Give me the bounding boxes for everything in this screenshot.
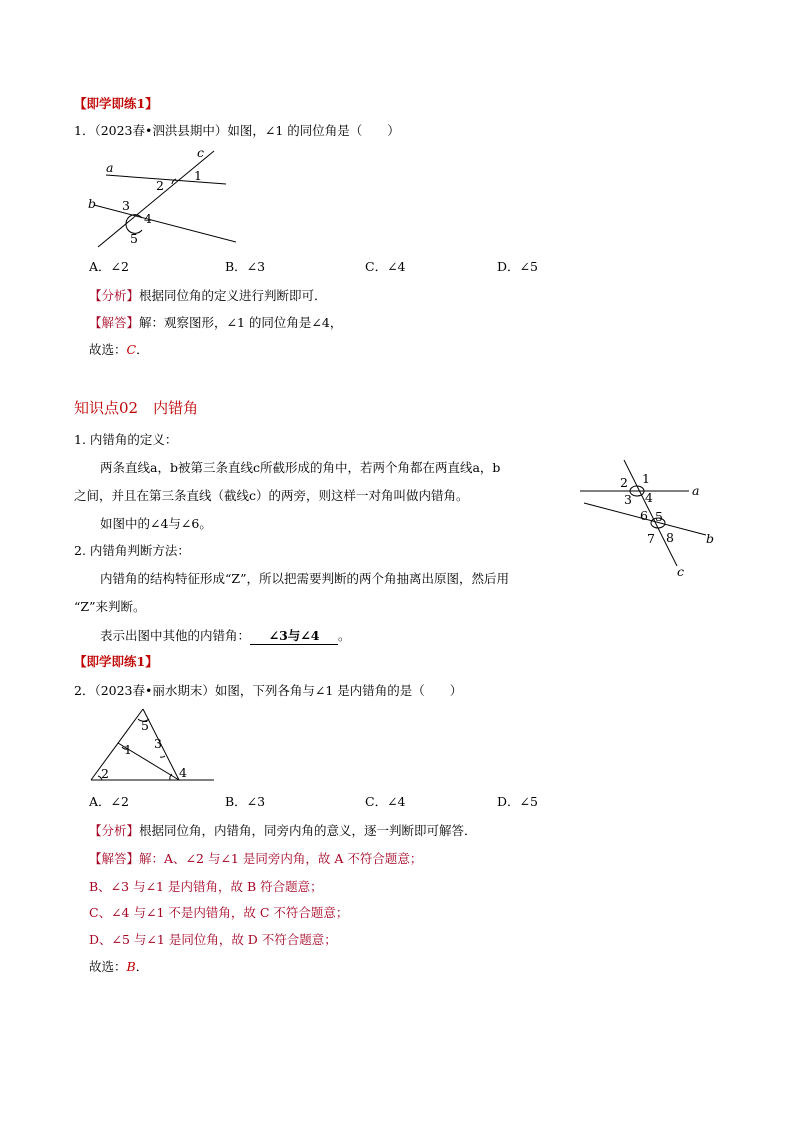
angle-4-label: 4 xyxy=(144,211,152,226)
choice-value: B xyxy=(126,959,136,974)
choice-suffix: ． xyxy=(136,342,149,357)
question-1-figure xyxy=(86,146,236,252)
line-c-label: c xyxy=(677,564,685,579)
q1-option-b[interactable]: B．∠3 xyxy=(225,259,266,274)
line-b-label: b xyxy=(706,531,715,546)
q1-analysis xyxy=(89,288,327,304)
answer-line-4: D、∠5 与∠1 是同位角，故 D 不符合题意； xyxy=(89,932,337,947)
method-line-2: “Z”来判断。 xyxy=(74,599,146,614)
section-title: 知识点02 内错角 xyxy=(74,399,199,417)
answer-text: 解：观察图形，∠1 的同位角是∠4， xyxy=(139,315,343,330)
q2-choice xyxy=(89,959,148,975)
method-line-3 xyxy=(100,628,351,645)
q2-option-a[interactable]: A．∠2 xyxy=(89,794,129,809)
practice-heading-text: 【即学即练1】 xyxy=(74,96,158,111)
angle-5-label: 5 xyxy=(655,509,663,524)
practice-heading-text: 【即学即练1】 xyxy=(74,654,158,669)
method-line-3-prefix: 表示出图中其他的内错角： xyxy=(100,628,251,643)
angle-5-label: 5 xyxy=(130,231,138,246)
definition-line-1: 两条直线a，b被第三条直线c所截形成的角中，若两个角都在两直线a，b xyxy=(100,460,501,475)
angle-4-label: 4 xyxy=(645,490,653,505)
line-c-label: c xyxy=(197,146,205,160)
choice-suffix: ． xyxy=(135,959,149,974)
definition-line-3: 如图中的∠4与∠6。 xyxy=(100,516,212,531)
q1-choice xyxy=(89,342,149,358)
angle-5-label: 5 xyxy=(141,718,149,733)
question-2-figure xyxy=(86,703,216,785)
analysis-text: 根据同位角的定义进行判断即可． xyxy=(139,288,327,303)
analysis-tag: 【分析】 xyxy=(89,823,140,838)
angle-2-label: 2 xyxy=(101,766,109,781)
answer-line-2: B、∠3 与∠1 是内错角，故 B 符合题意； xyxy=(89,879,323,894)
line-a-label: a xyxy=(106,160,114,175)
answer-tag: 【解答】 xyxy=(89,315,140,330)
line-b-label: b xyxy=(88,196,97,211)
q1-option-d[interactable]: D．∠5 xyxy=(497,259,538,274)
angle-7-label: 7 xyxy=(647,531,655,546)
choice-value: C xyxy=(126,342,137,357)
practice-heading xyxy=(74,654,158,670)
analysis-text: 根据同位角，内错角，同旁内角的意义，逐一判断即可解答． xyxy=(139,823,477,838)
angle-2-label: 2 xyxy=(156,178,164,193)
method-line-3-suffix: 。 xyxy=(338,628,351,643)
question-2-stem: 2．（2023春•丽水期末）如图，下列各角与∠1 是内错角的是（ ） xyxy=(74,683,463,698)
line-a-label: a xyxy=(692,483,700,498)
q2-option-d[interactable]: D．∠5 xyxy=(497,794,538,809)
analysis-tag: 【分析】 xyxy=(89,288,140,303)
method-line-1: 内错角的结构特征形成“Z”，所以把需要判断的两个角抽离出原图，然后用 xyxy=(100,571,509,586)
q1-option-a[interactable]: A．∠2 xyxy=(89,259,129,274)
angle-6-label: 6 xyxy=(640,508,648,523)
fill-in-answer: ∠3与∠4 xyxy=(250,628,338,645)
angle-1-label: 1 xyxy=(642,471,650,486)
angle-1-label: 1 xyxy=(124,742,132,757)
answer-line-1: 解：A、∠2 与∠1 是同旁内角，故 A 不符合题意； xyxy=(139,851,423,866)
q1-option-c[interactable]: C．∠4 xyxy=(365,259,406,274)
angle-3-label: 3 xyxy=(122,198,130,213)
q2-answer xyxy=(89,851,422,867)
definition-line-2: 之间，并且在第三条直线（截线c）的两旁，则这样一对角叫做内错角。 xyxy=(74,488,469,503)
angle-1-label: 1 xyxy=(194,168,202,183)
definition-heading: 1. 内错角的定义： xyxy=(74,432,178,447)
q2-option-b[interactable]: B．∠3 xyxy=(225,794,266,809)
alternate-angles-figure xyxy=(576,454,726,584)
q2-option-c[interactable]: C．∠4 xyxy=(365,794,406,809)
angle-4-label: 4 xyxy=(179,765,187,780)
answer-line-3: C、∠4 与∠1 不是内错角，故 C 不符合题意； xyxy=(89,905,349,920)
angle-3-label: 3 xyxy=(154,736,162,751)
choice-prefix: 故选： xyxy=(89,959,127,974)
choice-prefix: 故选： xyxy=(89,342,127,357)
angle-2-label: 2 xyxy=(620,475,628,490)
q2-analysis xyxy=(89,823,477,839)
practice-heading xyxy=(74,96,158,112)
answer-tag: 【解答】 xyxy=(89,851,140,866)
angle-3-label: 3 xyxy=(624,492,632,507)
q1-answer xyxy=(89,315,342,331)
method-heading: 2. 内错角判断方法： xyxy=(74,543,190,558)
question-1-stem: 1．（2023春•泗洪县期中）如图，∠1 的同位角是（ ） xyxy=(74,123,400,138)
angle-8-label: 8 xyxy=(666,530,674,545)
